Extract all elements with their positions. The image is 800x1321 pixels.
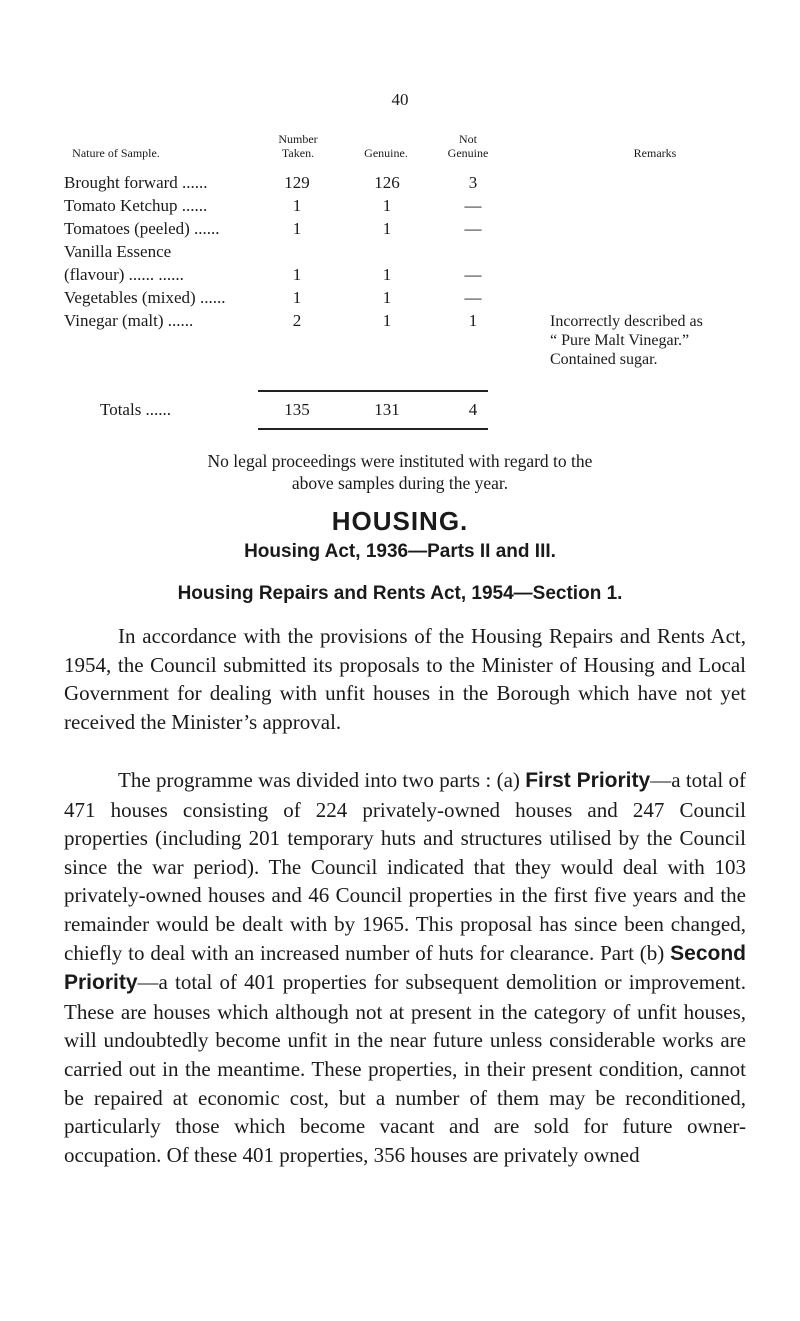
totals-label: Totals ...... xyxy=(100,400,172,419)
totals-bottom-rule xyxy=(258,428,488,430)
table-row-label: Vanilla Essence xyxy=(64,242,172,261)
table-cell-genuine: 1 xyxy=(382,196,392,215)
table-cell-taken: 1 xyxy=(292,196,302,215)
table-cell-taken: 1 xyxy=(292,219,302,238)
totals-top-rule xyxy=(258,390,488,392)
remarks-text xyxy=(550,312,703,369)
header-number-line1: Number xyxy=(278,132,318,146)
header-not-line2: Genuine xyxy=(447,146,489,160)
paragraph-2 xyxy=(64,766,746,1169)
table-row-label: Vegetables (mixed) ...... xyxy=(64,288,226,307)
totals-genuine: 131 xyxy=(374,400,400,419)
table-cell-genuine: 1 xyxy=(382,265,392,284)
table-cell-not-genuine: 3 xyxy=(468,173,478,192)
totals-taken: 135 xyxy=(284,400,310,419)
table-cell-genuine: 1 xyxy=(382,288,392,307)
table-cell-not-genuine: — xyxy=(464,288,482,307)
proceedings-note xyxy=(0,450,800,494)
table-row-label: (flavour) ...... ...... xyxy=(64,265,184,284)
table-cell-taken: 2 xyxy=(292,311,302,330)
table-cell-not-genuine: — xyxy=(464,196,482,215)
table-cell-not-genuine: 1 xyxy=(468,311,478,330)
paragraph-1-text: In accordance with the provisions of the Housing Repairs and Rents Act, 1954, the Council submitted its proposals to the Minister of Housing and Local Government for dealing with unfit houses in the Borough which have not yet received the Minister’s approval. xyxy=(64,624,746,734)
header-not-genuine xyxy=(428,132,508,160)
remarks-line: Incorrectly described as xyxy=(550,313,703,330)
remarks-line: “ Pure Malt Vinegar.” xyxy=(550,332,690,349)
totals-not-genuine: 4 xyxy=(468,400,478,419)
table-row-label: Brought forward ...... xyxy=(64,173,208,192)
first-priority-label: First Priority xyxy=(525,769,651,792)
table-cell-genuine: 126 xyxy=(374,173,400,192)
table-cell-taken: 1 xyxy=(292,265,302,284)
table-cell-not-genuine: — xyxy=(464,265,482,284)
table-row-label: Vinegar (malt) ...... xyxy=(64,311,194,330)
table-cell-genuine: 1 xyxy=(382,311,392,330)
page-number: 40 xyxy=(391,90,409,109)
second-priority-label: Second Priority xyxy=(64,941,746,995)
paragraph-2-text-a: The programme was divided into two parts : (a) xyxy=(118,768,526,792)
header-number-line2: Taken. xyxy=(281,146,315,160)
section-heading: HOUSING. xyxy=(331,506,469,536)
table-cell-taken: 129 xyxy=(284,173,310,192)
table-row-label: Tomato Ketchup ...... xyxy=(64,196,208,215)
note-line: No legal proceedings were instituted with regard to the xyxy=(207,451,593,471)
header-nature: Nature of Sample. xyxy=(72,146,160,160)
paragraph-2-text-b: —a total of 471 houses consisting of 224 privately-owned houses and 247 Council properties (including 201 temporary huts and structures utilised by the Council since the war period). The Council indicated that they would deal with 103 privately-owned houses and 46 Council properties in the first five years and the remainder would be dealt with by 1965. This proposal has since been changed, chiefly to deal with an increased number of huts for clearance. Part (b) xyxy=(64,768,746,965)
table-cell-not-genuine: — xyxy=(464,219,482,238)
remarks-line: Contained sugar. xyxy=(550,351,658,368)
table-cell-taken: 1 xyxy=(292,288,302,307)
header-not-line1: Not xyxy=(459,132,477,146)
table-cell-genuine: 1 xyxy=(382,219,392,238)
note-line: above samples during the year. xyxy=(291,473,509,493)
header-genuine: Genuine. xyxy=(364,146,408,160)
act-subheading-2: Housing Repairs and Rents Act, 1954—Section 1. xyxy=(177,583,623,604)
paragraph-1 xyxy=(64,622,746,736)
header-remarks: Remarks xyxy=(633,146,677,160)
paragraph-2-text-c: —a total of 401 properties for subsequent demolition or improvement. These are houses which although not at present in the category of unfit houses, will undoubtedly become unfit in the near future unless considerable works are carried out in the meantime. These properties, in their present condition, cannot be repaired at economic cost, but a number of them may be reconditioned, particularly those which become vacant and are sold for future owner-occupation. Of these 401 properties, 356 houses are privately owned xyxy=(64,970,746,1167)
act-subheading: Housing Act, 1936—Parts II and III. xyxy=(244,541,556,562)
header-number xyxy=(258,132,338,160)
table-row-label: Tomatoes (peeled) ...... xyxy=(64,219,220,238)
